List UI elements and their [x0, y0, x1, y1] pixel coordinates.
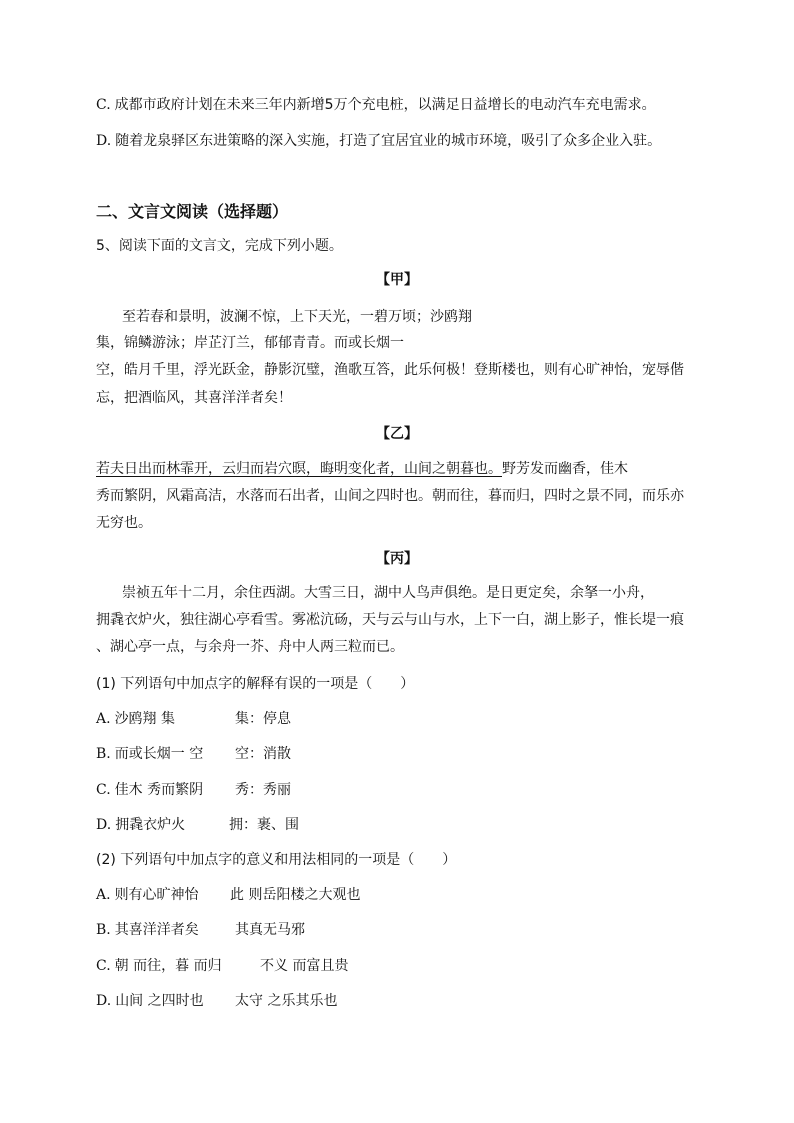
option-label: D.: [96, 133, 112, 149]
passage-bing-heading: 【丙】: [376, 551, 418, 567]
q2-option-a: [96, 885, 199, 905]
passage-bing-line: 崇祯五年十二月，余住西湖。大雪三日，湖中人鸟声俱绝。是日更定矣，余拏一小舟，: [122, 585, 654, 601]
underlined-sentence: 若夫日出而林霏开，云归而岩穴暝，晦明变化者，山间之朝暮也。: [96, 461, 502, 477]
q2-option-b-note: 其真无马邪: [235, 922, 305, 938]
option-text: 朝 而往，暮 而归: [114, 958, 222, 974]
q1-option-d-note: 拥：裹、围: [229, 817, 299, 833]
passage-yi-line-rest: 野芳发而幽香，佳木: [502, 461, 628, 477]
q2-option-a-note: 此 则岳阳楼之大观也: [230, 887, 361, 903]
option-label: A.: [96, 887, 111, 903]
question-intro: 5、阅读下面的文言文，完成下列小题。: [96, 238, 343, 254]
passage-yi-line: [96, 459, 628, 479]
option-text: 成都市政府计划在未来三年内新增5万个充电桩，以满足日益增长的电动汽车充电需求。: [114, 97, 656, 113]
option-text: 其喜洋洋者矣: [114, 922, 199, 938]
q2-option-d-note: 太守 之乐其乐也: [235, 993, 338, 1009]
q1-option-d: [96, 815, 185, 835]
section-title: 二、文言文阅读（选择题）: [96, 202, 289, 221]
option-d-prev: [96, 131, 661, 151]
option-text: 则有心旷神怡: [114, 887, 199, 903]
passage-jia-line: 忘，把酒临风，其喜洋洋者矣！: [96, 390, 292, 406]
q1-option-a-note: 集：停息: [235, 711, 291, 727]
option-text: 随着龙泉驿区东进策略的深入实施，打造了宜居宜业的城市环境，吸引了众多企业入驻。: [115, 133, 662, 149]
option-label: C.: [96, 958, 111, 974]
passage-bing-line: 拥毳衣炉火，独往湖心亭看雪。雾凇沆砀，天与云与山与水，上下一白，湖上影子，惟长堤一痕: [96, 612, 684, 628]
q2-stem: (2) 下列语句中加点字的意义和用法相同的一项是（ ）: [96, 852, 457, 868]
option-label: D.: [96, 817, 112, 833]
option-label: A.: [96, 711, 111, 727]
option-label: C.: [96, 782, 111, 798]
option-text: 佳木 秀而繁阴: [114, 782, 204, 798]
passage-jia-line: 空，皓月千里，浮光跃金，静影沉璧，渔歌互答，此乐何极！登斯楼也，则有心旷神怡，宠辱偕: [96, 362, 684, 378]
option-text: 而或长烟一 空: [114, 746, 204, 762]
option-text: 山间 之四时也: [115, 993, 204, 1009]
q2-option-b: [96, 920, 199, 940]
option-c-prev: [96, 95, 656, 115]
q1-option-b-note: 空：消散: [235, 746, 291, 762]
option-text: 沙鸥翔 集: [114, 711, 176, 727]
passage-jia-heading: 【甲】: [376, 272, 418, 288]
option-label: B.: [96, 746, 111, 762]
option-label: B.: [96, 922, 111, 938]
option-text: 拥毳衣炉火: [115, 817, 186, 833]
q1-stem: (1) 下列语句中加点字的解释有误的一项是（ ）: [96, 676, 415, 692]
q2-option-c: [96, 956, 222, 976]
option-label: C.: [96, 97, 111, 113]
q1-option-b: [96, 744, 203, 764]
option-label: D.: [96, 993, 112, 1009]
passage-jia-line: 集，锦鳞游泳；岸芷汀兰，郁郁青青。而或长烟一: [96, 335, 404, 351]
q1-option-c: [96, 780, 203, 800]
q1-option-a: [96, 709, 175, 729]
q1-option-c-note: 秀：秀丽: [235, 782, 291, 798]
passage-yi-line: 无穷也。: [96, 515, 152, 531]
passage-bing-line: 、湖心亭一点，与余舟一芥、舟中人两三粒而已。: [96, 639, 404, 655]
q2-option-c-note: 不义 而富且贵: [260, 958, 349, 974]
passage-yi-heading: 【乙】: [376, 426, 418, 442]
passage-jia-line: 至若春和景明，波澜不惊，上下天光，一碧万顷；沙鸥翔: [122, 309, 472, 325]
q2-option-d: [96, 991, 204, 1011]
passage-yi-line: 秀而繁阴，风霜高洁，水落而石出者，山间之四时也。朝而往，暮而归，四时之景不同，而乐亦: [96, 488, 684, 504]
